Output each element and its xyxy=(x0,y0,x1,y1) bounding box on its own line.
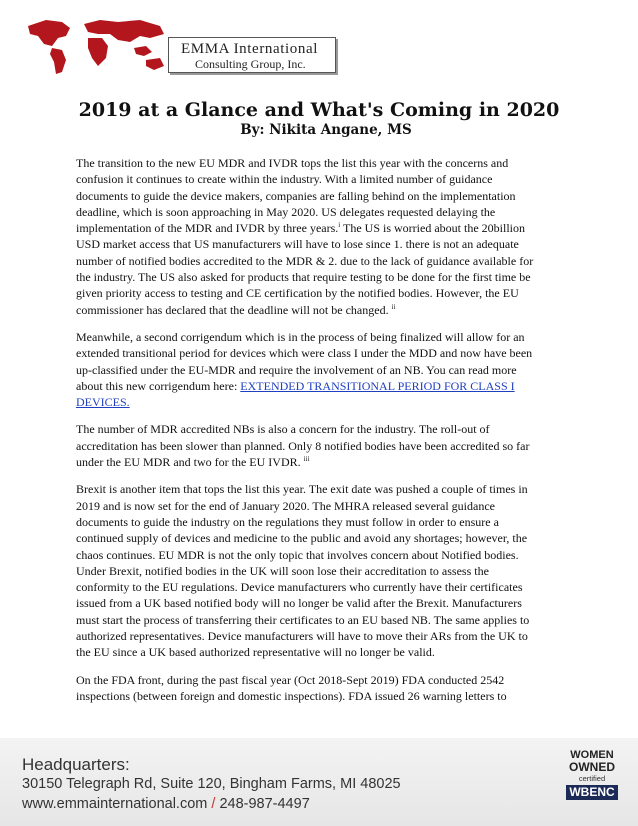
headquarters-address: 30150 Telegraph Rd, Suite 120, Bingham Farms, MI 48025 xyxy=(22,776,401,792)
badge-wbenc-text: WBENC xyxy=(566,785,617,800)
badge-women-text: WOMEN xyxy=(570,749,614,761)
paragraph-corrigendum: Meanwhile, a second corrigendum which is in the process of being finalized will allow for an extended transitional period for devices which were class I under the MDD and now have been up-classified under the EU-MDR and require the involvement of an NB. You can read more about this new corrigendum here: EXTENDED TRANSITIONAL PERIOD FOR CLASS I DEVICES. xyxy=(76,329,533,410)
paragraph-fda: On the FDA front, during the past fiscal year (Oct 2018-Sept 2019) FDA conducted 2542 inspections (between foreign and domestic inspections). FDA issued 26 warning letters to xyxy=(76,672,507,703)
phone-number: 248-987-4497 xyxy=(219,796,310,812)
footnote-ref-ii: ii xyxy=(391,302,396,311)
company-logo-box xyxy=(168,37,336,73)
contact-separator: / xyxy=(211,796,216,812)
badge-certified-text: certified xyxy=(578,774,606,783)
extended-transitional-period-link[interactable]: EXTENDED TRANSITIONAL PERIOD FOR CLASS I DEVICES. xyxy=(76,378,515,410)
paragraph-brexit: Brexit is another item that tops the list this year. The exit date was pushed a couple of times in 2019 and is now set for the end of January 2020. The MHRA released several guidance documents to guide the industry on the regulations they must follow in order to ensure a continued supply of devices and medicine to the public and avoid any shortages; however, the chaos continues. EU MDR is not the only topic that involves concern about Notified bodies. Under Brexit, notified bodies in the UK will soon lose their accreditation to assess the conformity to the EU regulations. Device manufacturers who currently have their certificates issued from a UK based notified body will no longer be valid after the Brexit. Manufacturers must start the process of transferring their certificates to an EU based NB. The same applies to authorized representatives. Device manufacturers will have to move their ARs from the UK to the EU since a UK based authorized representative will no longer be valid. xyxy=(76,482,530,660)
author-byline: By: Nikita Angane, MS xyxy=(240,122,412,138)
page-header xyxy=(0,0,638,92)
website-link[interactable]: www.emmainternational.com xyxy=(22,796,208,812)
page-title: 2019 at a Glance and What's Coming in 2020 xyxy=(78,99,560,121)
company-subtitle: Consulting Group, Inc. xyxy=(195,57,306,71)
paragraph-mdr-transition: The transition to the new EU MDR and IVDR tops the list this year with the concerns and confusion it continues to create within the industry. With a limited number of guidance documents to guide the device makers, companies are falling behind on the implementation deadline, which is soon approaching in May 2020. US delegates requested delaying the implementation of the MDR and IVDR by three years.$^i$ The US is worried about the 20billion USD market access that US manufacturers will have to lose since 1. there is not an adequate number of notified bodies accredited to the MDR & 2. due to the lack of guidance available for the industry. The US also asked for products that require testing to be done for the first time be given priority access to testing and CE certification by the notified bodies. However, the EU commissioner has declared that the deadline will not be changed. $^{ii}$ xyxy=(76,156,534,317)
contact-line xyxy=(22,796,310,812)
headquarters-label: Headquarters: xyxy=(22,755,130,774)
badge-owned-text: OWNED xyxy=(569,760,615,774)
world-map-icon xyxy=(22,14,172,76)
article-body xyxy=(76,155,538,715)
paragraph-notified-bodies: The number of MDR accredited NBs is also a concern for the industry. The roll-out of accreditation has been slower than planned. Only 8 notified bodies have been accredited so far under the EU MDR and two for the EU IVDR. $^{iii}$ xyxy=(76,422,530,470)
footnote-ref-iii: iii xyxy=(303,455,310,464)
women-owned-badge-icon xyxy=(560,750,624,818)
company-name: EMMA International xyxy=(181,41,319,57)
footnote-ref-i: i xyxy=(338,221,341,230)
